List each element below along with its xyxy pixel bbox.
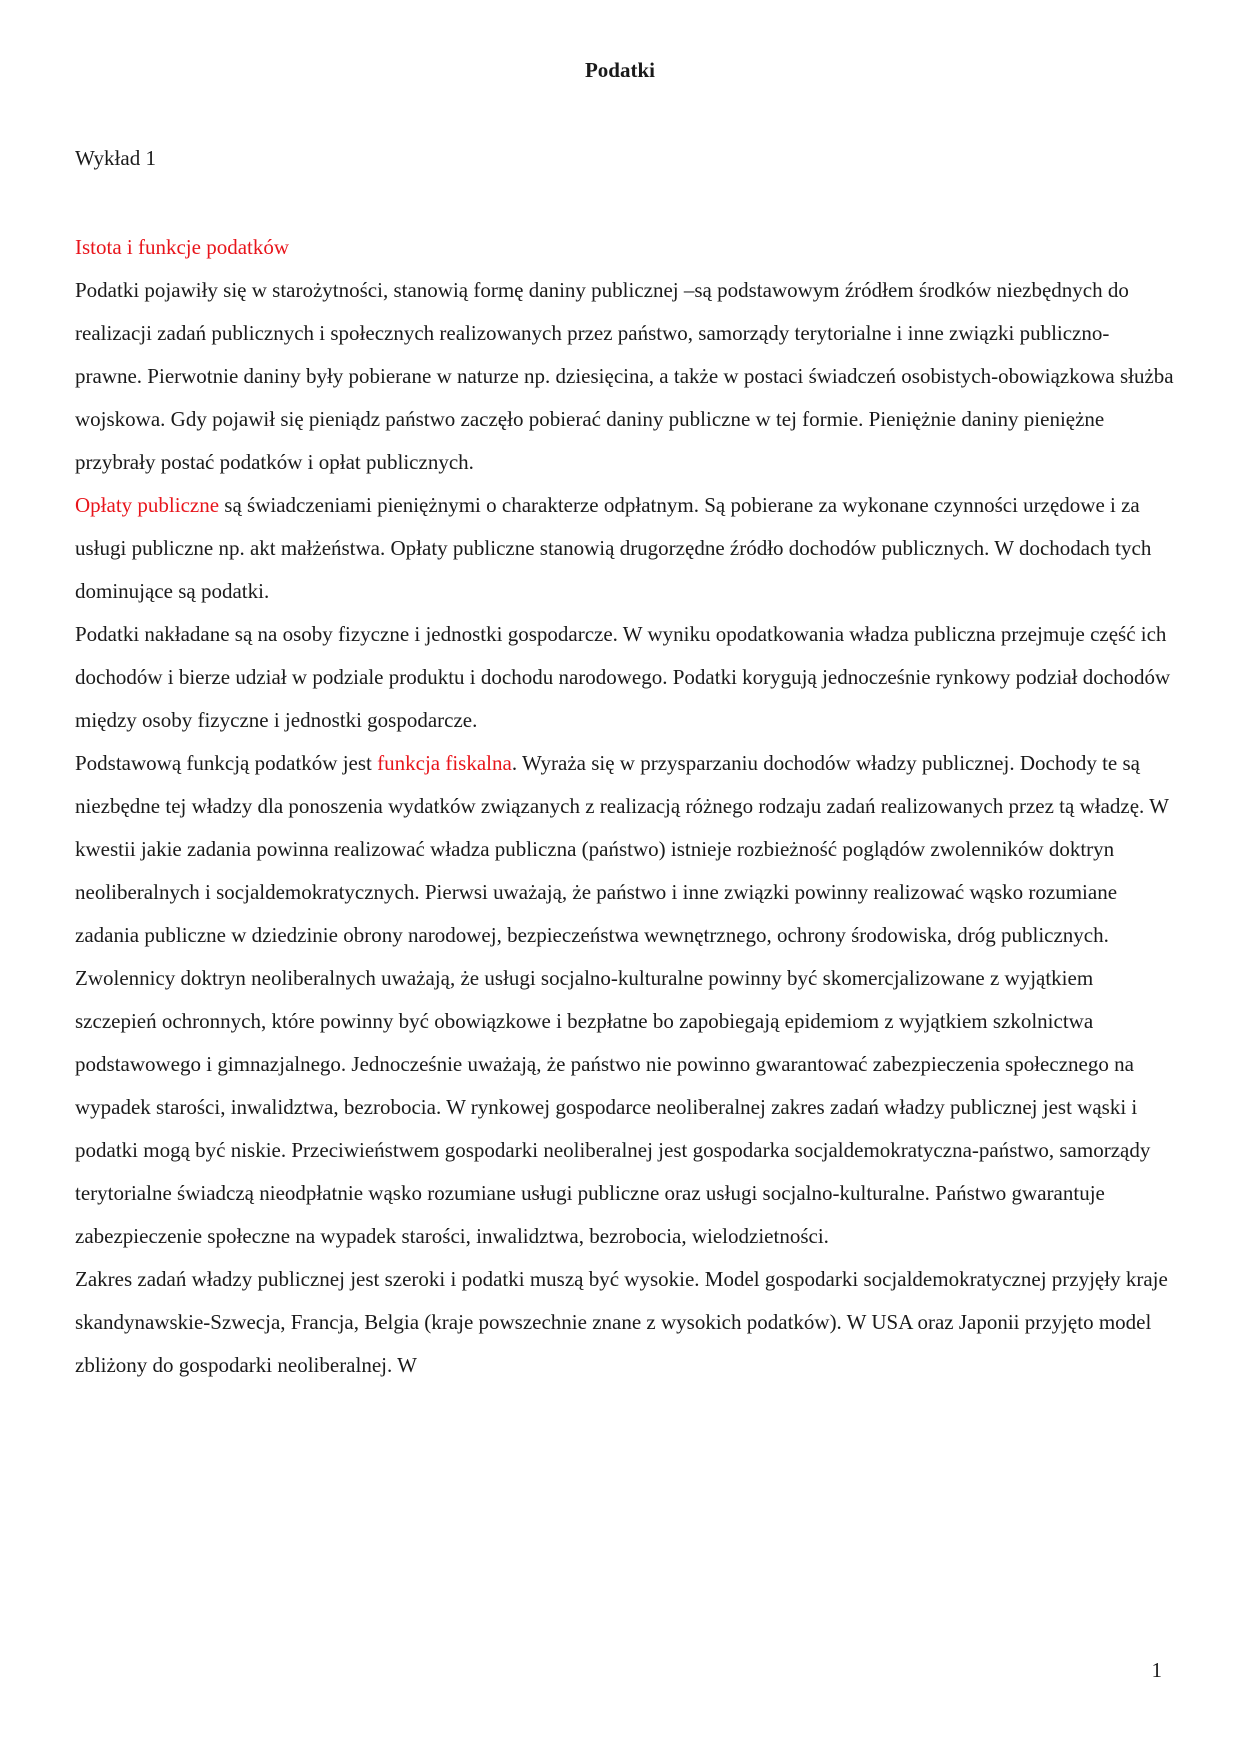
paragraph-fiscal-intro: Podstawową funkcją podatków jest — [75, 751, 378, 775]
paragraph-fiscal-function — [75, 742, 1175, 957]
paragraph-social-democratic: Zakres zadań władzy publicznej jest szeroki i podatki muszą być wysokie. Model gospodarki socjaldemokratycznej przyjęły kraje skandynawskie-Szwecja, Francja, Belgia (kraje powszechnie znane z wysokich podatków). W USA oraz Japonii przyjęto model zbliżony do gospodarki neoliberalnej. W — [75, 1267, 1168, 1377]
paragraph-fiscal-text: . Wyraża się w przysparzaniu dochodów władzy publicznej. Dochody te są niezbędne tej władzy dla ponoszenia wydatków związanych z realizacją różnego rodzaju zadań realizowanych przez tą władzę. W kwestii jakie zadania powinna realizować władza publiczna (państwo) istnieje rozbieżność poglądów zwolenników doktryn neoliberalnych i socjaldemokratycznych. Pierwsi uważają, że państwo i inne związki powinny realizować wąsko rozumiane zadania publiczne w dziedzinie obrony narodowej, bezpieczeństwa wewnętrznego, ochrony środowiska, dróg publicznych. — [75, 751, 1169, 947]
term-fiscal-function: funkcja fiskalna — [377, 751, 512, 775]
section-heading: Istota i funkcje podatków — [75, 235, 290, 259]
paragraph-public-fees — [75, 484, 1175, 613]
document-title: Podatki — [584, 58, 655, 82]
lecture-label: Wykład 1 — [75, 146, 156, 170]
document-body — [75, 226, 1175, 1387]
paragraph-origins: Podatki pojawiły się w starożytności, stanowią formę daniny publicznej –są podstawowym źródłem środków niezbędnych do realizacji zadań publicznych i społecznych realizowanych przez państwo, samorządy terytorialne i inne związki publiczno-prawne. Pierwotnie daniny były pobierane w naturze np. dziesięcina, a także w postaci świadczeń osobistych-obowiązkowa służba wojskowa. Gdy pojawił się pieniądz państwo zaczęło pobierać daniny publiczne w tej formie. Pieniężnie daniny pieniężne przybrały postać podatków i opłat publicznych. — [75, 278, 1174, 474]
paragraph-public-fees-text: są świadczeniami pieniężnymi o charakterze odpłatnym. Są pobierane za wykonane czynności urzędowe i za usługi publiczne np. akt małżeństwa. Opłaty publiczne stanowią drugorzędne źródło dochodów publicznych. W dochodach tych dominujące są podatki. — [75, 493, 1152, 603]
page-number: 1 — [1151, 1658, 1162, 1682]
paragraph-neoliberal: Zwolennicy doktryn neoliberalnych uważają, że usługi socjalno-kulturalne powinny być skomercjalizowane z wyjątkiem szczepień ochronnych, które powinny być obowiązkowe i bezpłatne bo zapobiegają epidemiom z wyjątkiem szkolnictwa podstawowego i gimnazjalnego. Jednocześnie uważają, że państwo nie powinno gwarantować zabezpieczenia społecznego na wypadek starości, inwalidztwa, bezrobocia. W rynkowej gospodarce neoliberalnej zakres zadań władzy publicznej jest wąski i podatki mogą być niskie. Przeciwieństwem gospodarki neoliberalnej jest gospodarka socjaldemokratyczna-państwo, samorządy terytorialne świadczą nieodpłatnie wąsko rozumiane usługi publiczne oraz usługi socjalno-kulturalne. Państwo gwarantuje zabezpieczenie społeczne na wypadek starości, inwalidztwa, bezrobocia, wielodzietności. — [75, 966, 1151, 1248]
term-public-fees: Opłaty publiczne — [75, 493, 220, 517]
paragraph-taxpayers: Podatki nakładane są na osoby fizyczne i jednostki gospodarcze. W wyniku opodatkowania władza publiczna przejmuje część ich dochodów i bierze udział w podziale produktu i dochodu narodowego. Podatki korygują jednocześnie rynkowy podział dochodów między osoby fizyczne i jednostki gospodarcze. — [75, 622, 1171, 732]
